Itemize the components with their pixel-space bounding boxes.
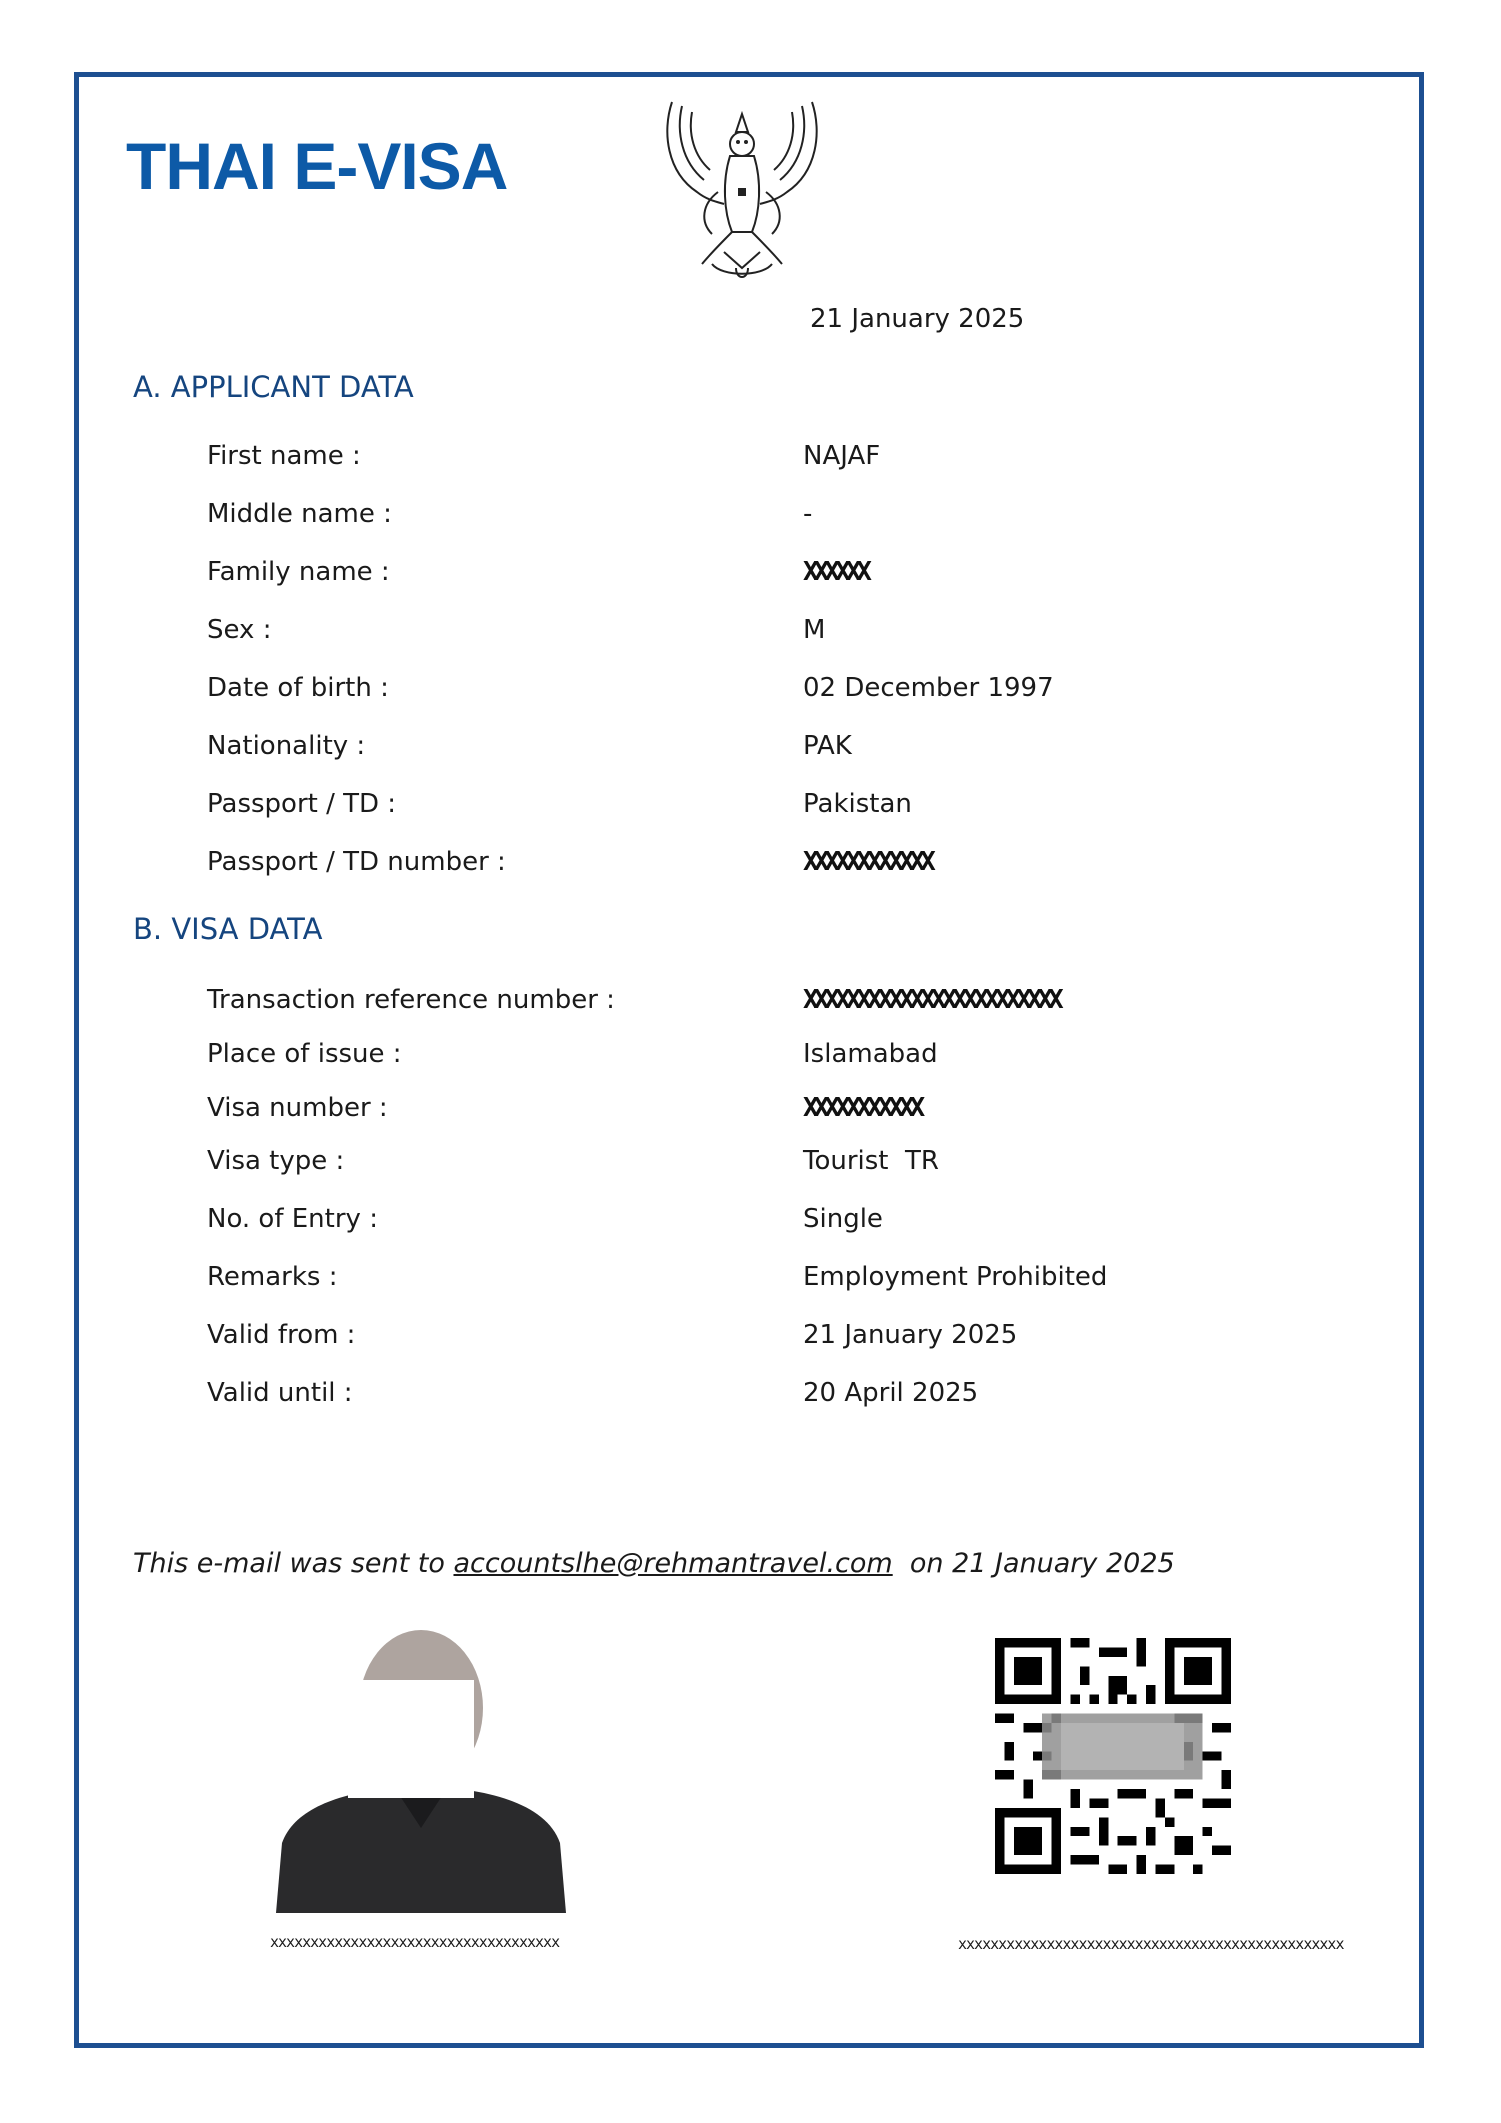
- applicant-photo: [276, 1628, 566, 1913]
- photo-caption: xxxxxxxxxxxxxxxxxxxxxxxxxxxxxxxxxxxx: [270, 1933, 560, 1951]
- field-label: Place of issue :: [207, 1039, 402, 1069]
- garuda-emblem-icon: [652, 92, 832, 292]
- field-label: Date of birth :: [207, 673, 389, 703]
- visa-type-value: Tourist TR: [803, 1146, 939, 1176]
- passport-number-value: XXXXXXXXXXXX: [803, 847, 931, 877]
- field-label: Valid from :: [207, 1320, 356, 1350]
- email-suffix: on 21 January 2025: [909, 1548, 1175, 1579]
- field-label: Transaction reference number :: [207, 985, 615, 1015]
- valid-from-value: 21 January 2025: [803, 1320, 1018, 1350]
- transaction-reference-value: XXXXXXXXXXXXXXXXXXXXXXXX: [803, 985, 1059, 1015]
- field-label: Remarks :: [207, 1262, 338, 1292]
- email-notice: [133, 1548, 1175, 1579]
- place-of-issue-value: Islamabad: [803, 1039, 938, 1069]
- no-of-entry-value: Single: [803, 1204, 883, 1234]
- visa-number-value: XXXXXXXXXXX: [803, 1093, 921, 1123]
- field-label: Passport / TD number :: [207, 847, 506, 877]
- middle-name-value: -: [803, 499, 813, 529]
- visa-section-heading: B. VISA DATA: [133, 912, 323, 946]
- issue-date: 21 January 2025: [810, 304, 1025, 334]
- field-label: Family name :: [207, 557, 390, 587]
- applicant-section-heading: A. APPLICANT DATA: [133, 370, 414, 404]
- passport-value: Pakistan: [803, 789, 912, 819]
- field-label: Visa type :: [207, 1146, 345, 1176]
- date-of-birth-value: 02 December 1997: [803, 673, 1054, 703]
- field-label: Nationality :: [207, 731, 366, 761]
- first-name-value: NAJAF: [803, 441, 881, 471]
- remarks-value: Employment Prohibited: [803, 1262, 1108, 1292]
- email-link[interactable]: accountslhe@rehmantravel.com: [453, 1548, 893, 1579]
- qr-caption: xxxxxxxxxxxxxxxxxxxxxxxxxxxxxxxxxxxxxxxxxxxxxxxx: [958, 1935, 1344, 1953]
- field-label: Visa number :: [207, 1093, 388, 1123]
- nationality-value: PAK: [803, 731, 852, 761]
- qr-code-icon: [995, 1638, 1231, 1874]
- email-prefix: This e-mail was sent to: [133, 1548, 445, 1579]
- field-label: Middle name :: [207, 499, 392, 529]
- field-label: Passport / TD :: [207, 789, 397, 819]
- valid-until-value: 20 April 2025: [803, 1378, 979, 1408]
- family-name-value: XXXXXX: [803, 557, 867, 587]
- field-label: Valid until :: [207, 1378, 353, 1408]
- field-label: Sex :: [207, 615, 272, 645]
- field-label: No. of Entry :: [207, 1204, 378, 1234]
- field-label: First name :: [207, 441, 361, 471]
- document-title: THAI E-VISA: [126, 129, 508, 203]
- sex-value: M: [803, 615, 826, 645]
